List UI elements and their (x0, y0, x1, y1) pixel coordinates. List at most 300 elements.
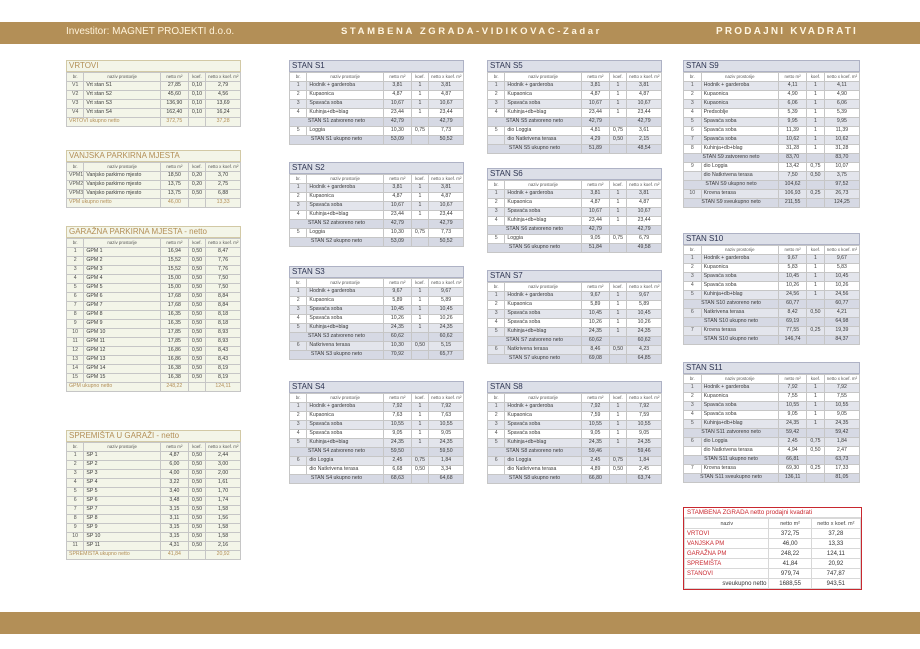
cell-naziv: Kuhinja+db+blag (505, 328, 582, 337)
cell-netto: 106,93 (779, 190, 807, 199)
cell-naziv: Kupaonica (505, 301, 582, 310)
subtotal-row (67, 199, 241, 208)
block-title: STAN S1 (289, 60, 464, 72)
cell-koef: 0,10 (188, 109, 205, 118)
table-row (488, 430, 662, 439)
subtotal-value: 59,50 (383, 448, 411, 457)
subtotal-value (807, 181, 825, 190)
summary-label: GARAŽNA PM (685, 549, 769, 559)
cell-naziv: Kupaonica (307, 193, 384, 202)
cell-naziv: Kuhinja+db+blag (701, 145, 778, 154)
cell-netto: 69,30 (779, 465, 807, 474)
cell-br: 3 (290, 421, 307, 430)
cell-koef: 1 (411, 211, 428, 220)
subtotal-label: STAN S4 zatvoreno neto (290, 448, 384, 457)
cell-koef: 0,50 (188, 506, 205, 515)
subtotal-value (411, 118, 428, 127)
cell-naziv: GPM 9 (84, 320, 161, 329)
table-row (290, 342, 464, 351)
cell-netto: 3,81 (383, 184, 411, 193)
cell-nk: 1,61 (206, 479, 241, 488)
subtotal-label: STAN S3 ukupno neto (290, 351, 384, 360)
table-header (67, 73, 241, 82)
cell-netto: 3,22 (160, 479, 188, 488)
table-row (488, 319, 662, 328)
cell-koef: 0,75 (609, 457, 626, 466)
subtotal-value: 13,33 (206, 199, 241, 208)
cell-netto: 10,62 (779, 136, 807, 145)
cell-br: 1 (488, 82, 505, 91)
table-row (290, 202, 464, 211)
cell-br: 1 (290, 403, 307, 412)
cell-netto: 4,11 (779, 82, 807, 91)
cell-nk: 3,61 (627, 127, 662, 136)
cell-netto: 10,26 (779, 282, 807, 291)
cell-netto: 23,44 (581, 217, 609, 226)
table-row (290, 211, 464, 220)
cell-koef: 1 (609, 301, 626, 310)
cell-br: 2 (290, 297, 307, 306)
cell-naziv: SP 4 (84, 479, 161, 488)
header-nk: netto x koef. m² (429, 175, 464, 184)
cell-netto: 5,89 (581, 301, 609, 310)
table-row (67, 266, 241, 275)
header-br: br. (290, 73, 307, 82)
summary-row (685, 539, 861, 549)
cell-nk: 8,84 (206, 302, 241, 311)
cell-koef: 0,75 (609, 235, 626, 244)
subtotal-value (807, 318, 825, 327)
table-row (67, 524, 241, 533)
header-netto: netto m² (383, 394, 411, 403)
cell-naziv: Hodnik + garderoba (307, 184, 384, 193)
subtotal-label: STAN S2 zatvoreno neto (290, 220, 384, 229)
cell-nk: 1,84 (627, 457, 662, 466)
cell-netto: 10,30 (383, 127, 411, 136)
cell-nk: 3,81 (627, 190, 662, 199)
summary-row (685, 569, 861, 579)
cell-br: 5 (488, 127, 505, 136)
cell-netto: 16,38 (160, 374, 188, 383)
subtotal-value: 124,25 (824, 199, 859, 208)
cell-br: 3 (67, 266, 84, 275)
cell-br: 9 (67, 320, 84, 329)
cell-koef: 0,50 (188, 293, 205, 302)
table-row (67, 311, 241, 320)
cell-naziv: Vanjsko parkirno mjesto (84, 181, 161, 190)
cell-naziv: GPM 6 (84, 293, 161, 302)
subtotal-value: 60,77 (824, 300, 859, 309)
table-row (488, 109, 662, 118)
subtotal-value (188, 383, 205, 392)
cell-koef: 1 (411, 324, 428, 333)
cell-netto: 5,83 (779, 264, 807, 273)
header-naziv: naziv prostorije (84, 163, 161, 172)
cell-br: 3 (488, 208, 505, 217)
cell-koef: 0,50 (807, 309, 825, 318)
subtotal-value: 124,11 (206, 383, 241, 392)
table-row (488, 82, 662, 91)
header-naziv: naziv prostorije (84, 239, 161, 248)
cell-nk: 8,84 (206, 293, 241, 302)
cell-naziv: Kuhinja+db+blag (505, 109, 582, 118)
cell-br: VPM2 (67, 181, 84, 190)
cell-br: 2 (488, 412, 505, 421)
cell-nk: 1,84 (429, 457, 464, 466)
cell-koef: 1 (807, 82, 825, 91)
subtotal-value: 51,89 (581, 145, 609, 154)
cell-netto: 7,63 (383, 412, 411, 421)
total-row (290, 238, 464, 247)
header-netto: netto m² (779, 246, 807, 255)
header-nk: netto x koef. m² (627, 283, 662, 292)
cell-koef: 1 (411, 430, 428, 439)
table-row (488, 217, 662, 226)
subtotal-label: STAN S2 ukupno neto (290, 238, 384, 247)
cell-nk: 7,92 (627, 403, 662, 412)
block-title: SPREMIŠTA U GARAŽI - netto (66, 430, 241, 442)
cell-netto: 16,94 (160, 248, 188, 257)
cell-br: 4 (290, 315, 307, 324)
cell-naziv: GPM 14 (84, 365, 161, 374)
header-netto: netto m² (581, 394, 609, 403)
table-row (290, 324, 464, 333)
cell-br: 2 (67, 257, 84, 266)
cell-netto: 16,35 (160, 311, 188, 320)
table-header (684, 246, 860, 255)
table-row (290, 127, 464, 136)
table-row (67, 293, 241, 302)
cell-netto: 10,67 (581, 100, 609, 109)
header-netto: netto m² (160, 239, 188, 248)
cell-koef: 1 (609, 403, 626, 412)
summary-label: SPREMIŠTA (685, 559, 769, 569)
cell-naziv: Spavaća soba (701, 273, 778, 282)
cell-nk: 4,87 (627, 199, 662, 208)
cell-nk: 4,23 (627, 346, 662, 355)
cell-netto: 3,81 (383, 82, 411, 91)
table-row (488, 310, 662, 319)
cell-koef: 0,25 (807, 465, 825, 474)
table-header (290, 279, 464, 288)
cell-br: 3 (67, 470, 84, 479)
table-row (684, 82, 860, 91)
cell-netto: 7,92 (581, 403, 609, 412)
table-row (684, 100, 860, 109)
cell-nk: 9,67 (627, 292, 662, 301)
cell-nk: 3,81 (627, 82, 662, 91)
subtotal-value: 42,79 (581, 118, 609, 127)
cell-nk: 4,87 (627, 91, 662, 100)
cell-netto: 4,87 (581, 91, 609, 100)
cell-naziv: Kupaonica (701, 393, 778, 402)
subtotal-value: 84,37 (824, 336, 859, 345)
cell-br: 10 (67, 329, 84, 338)
table-row (488, 190, 662, 199)
table-row (684, 438, 860, 447)
subtotal-value: 50,52 (429, 238, 464, 247)
cell-koef: 1 (609, 439, 626, 448)
cell-nk: 1,56 (206, 515, 241, 524)
header-naziv: naziv prostorije (505, 73, 582, 82)
cell-nk: 8,93 (206, 338, 241, 347)
subtotal-label: STAN S10 ukupno neto (684, 336, 779, 345)
header-br: br. (290, 279, 307, 288)
cell-koef: 1 (411, 193, 428, 202)
cell-nk: 1,84 (824, 438, 859, 447)
subtotal-value (411, 333, 428, 342)
cell-br: 2 (488, 199, 505, 208)
cell-naziv: Hodnik + garderoba (307, 403, 384, 412)
cell-br (290, 466, 307, 475)
table-row (67, 506, 241, 515)
cell-koef: 1 (411, 421, 428, 430)
cell-koef: 0,50 (188, 497, 205, 506)
cell-koef: 1 (807, 273, 825, 282)
summary-total-label: sveukupno netto (685, 579, 769, 589)
header-koef: koef. (807, 73, 825, 82)
cell-nk: 4,21 (824, 309, 859, 318)
subtotal-value: 64,98 (824, 318, 859, 327)
total-row (488, 244, 662, 253)
cell-naziv: SP 2 (84, 461, 161, 470)
subtotal-value: 248,22 (160, 383, 188, 392)
cell-koef: 1 (411, 91, 428, 100)
cell-koef: 0,50 (188, 533, 205, 542)
cell-nk: 8,19 (206, 365, 241, 374)
cell-naziv: Spavaća soba (701, 282, 778, 291)
subtotal-value: 136,11 (779, 474, 807, 483)
cell-nk: 23,44 (627, 217, 662, 226)
cell-br: 5 (67, 284, 84, 293)
cell-nk: 10,62 (824, 136, 859, 145)
subtotal-row (684, 318, 860, 327)
cell-koef: 1 (609, 319, 626, 328)
subtotal-row (684, 181, 860, 190)
table-block (487, 270, 662, 364)
cell-br: 7 (684, 327, 702, 336)
cell-naziv: GPM 1 (84, 248, 161, 257)
cell-naziv: Kuhinja+db+blag (505, 217, 582, 226)
cell-br: 6 (290, 457, 307, 466)
cell-nk: 10,55 (627, 421, 662, 430)
summary-label: VRTOVI (685, 529, 769, 539)
cell-koef: 0,50 (188, 311, 205, 320)
cell-nk: 9,05 (429, 430, 464, 439)
cell-koef: 0,50 (188, 488, 205, 497)
table-row (290, 193, 464, 202)
cell-nk: 7,50 (206, 275, 241, 284)
cell-koef: 0,50 (188, 515, 205, 524)
table-row (290, 306, 464, 315)
cell-naziv: Spavaća soba (701, 411, 778, 420)
header-koef: koef. (411, 279, 428, 288)
cell-netto: 10,30 (383, 229, 411, 238)
header-naziv: naziv prostorije (701, 73, 778, 82)
cell-nk: 24,56 (824, 291, 859, 300)
header-netto: netto m² (160, 443, 188, 452)
cell-br: 2 (684, 393, 702, 402)
header-nk: netto x koef. m² (206, 239, 241, 248)
table-row (488, 127, 662, 136)
header-nk: netto x koef. m² (627, 73, 662, 82)
cell-netto: 17,68 (160, 293, 188, 302)
cell-br: 15 (67, 374, 84, 383)
cell-br: 7 (684, 136, 702, 145)
cell-br: V2 (67, 91, 84, 100)
header-naziv: naziv prostorije (505, 394, 582, 403)
table-row (67, 284, 241, 293)
summary-row (685, 529, 861, 539)
cell-br: 4 (488, 217, 505, 226)
table-row (488, 346, 662, 355)
cell-netto: 24,56 (779, 291, 807, 300)
cell-br (488, 136, 505, 145)
cell-naziv: Spavaća soba (701, 402, 778, 411)
investor-label: Investitor: MAGNET PROJEKTI d.o.o. (66, 26, 235, 37)
table-row (488, 235, 662, 244)
cell-naziv: Vanjsko parkirno mjesto (84, 172, 161, 181)
table-row (290, 109, 464, 118)
cell-koef: 0,50 (609, 466, 626, 475)
cell-naziv: Spavaća soba (307, 430, 384, 439)
cell-naziv: Kuhinja+db+blag (307, 439, 384, 448)
cell-koef: 1 (609, 430, 626, 439)
table-row (67, 248, 241, 257)
cell-nk: 10,67 (429, 100, 464, 109)
table-row (67, 515, 241, 524)
cell-br: 6 (684, 309, 702, 318)
cell-nk: 8,18 (206, 320, 241, 329)
cell-naziv: Hodnik + garderoba (505, 292, 582, 301)
subtotal-value: 64,68 (429, 475, 464, 484)
cell-naziv: Kupaonica (307, 297, 384, 306)
table-row (290, 412, 464, 421)
cell-naziv: Spavaća soba (505, 310, 582, 319)
cell-netto: 15,00 (160, 275, 188, 284)
cell-netto: 7,50 (779, 172, 807, 181)
cell-nk: 9,67 (824, 255, 859, 264)
cell-nk: 6,79 (627, 235, 662, 244)
table-row (684, 282, 860, 291)
header-netto: netto m² (160, 163, 188, 172)
cell-naziv: SP 11 (84, 542, 161, 551)
header-br: br. (488, 283, 505, 292)
cell-netto: 24,35 (581, 328, 609, 337)
cell-koef: 0,50 (188, 524, 205, 533)
cell-br: 2 (488, 301, 505, 310)
cell-nk: 16,24 (206, 109, 241, 118)
subtotal-value: 59,46 (627, 448, 662, 457)
table-row (67, 461, 241, 470)
cell-netto: 3,40 (160, 488, 188, 497)
header-br: br. (488, 394, 505, 403)
table-row (290, 288, 464, 297)
cell-nk: 5,15 (429, 342, 464, 351)
cell-br (684, 172, 702, 181)
subtotal-value (807, 456, 825, 465)
table-row (684, 393, 860, 402)
section-title: PRODAJNI KVADRATI (716, 26, 859, 37)
cell-koef: 0,50 (609, 136, 626, 145)
cell-nk: 8,47 (206, 248, 241, 257)
cell-br: 5 (488, 439, 505, 448)
cell-netto: 23,44 (383, 211, 411, 220)
cell-nk: 2,47 (824, 447, 859, 456)
total-row (290, 351, 464, 360)
cell-naziv: Spavaća soba (701, 118, 778, 127)
cell-nk: 11,39 (824, 127, 859, 136)
cell-br: 1 (488, 403, 505, 412)
subtotal-value (411, 448, 428, 457)
cell-koef: 1 (609, 412, 626, 421)
subtotal-value (807, 336, 825, 345)
subtotal-row (684, 456, 860, 465)
cell-naziv: Kuhinja+db+blag (307, 211, 384, 220)
cell-koef: 0,50 (188, 470, 205, 479)
cell-netto: 4,81 (581, 127, 609, 136)
cell-naziv: Hodnik + garderoba (307, 288, 384, 297)
header-naziv: naziv prostorije (307, 175, 384, 184)
cell-koef: 0,10 (188, 82, 205, 91)
cell-naziv: Spavaća soba (701, 127, 778, 136)
header-nk: netto x koef. m² (429, 394, 464, 403)
subtotal-label: STAN S11 ukupno neto (684, 456, 779, 465)
document-title: STAMBENA ZGRADA-VIDIKOVAC-Zadar (341, 26, 602, 37)
cell-netto: 3,48 (160, 497, 188, 506)
cell-netto: 13,42 (779, 163, 807, 172)
summary-nk: 37,28 (811, 529, 860, 539)
table-block (66, 430, 241, 560)
subtotal-value: 59,42 (779, 429, 807, 438)
cell-br: 4 (488, 109, 505, 118)
cell-br: 8 (684, 145, 702, 154)
summary-title: STAMBENA ZGRADA netto prodajni kvadrati (684, 508, 861, 518)
cell-nk: 26,73 (824, 190, 859, 199)
cell-br: 10 (684, 190, 702, 199)
cell-naziv: Natkrivena terasa (701, 309, 778, 318)
cell-naziv: Vanjsko parkirno mjesto (84, 190, 161, 199)
table-header (67, 163, 241, 172)
cell-koef: 1 (411, 439, 428, 448)
table-row (290, 184, 464, 193)
cell-br: 5 (67, 488, 84, 497)
cell-naziv: Hodnik + garderoba (307, 82, 384, 91)
cell-naziv: GPM 10 (84, 329, 161, 338)
cell-nk: 4,87 (429, 91, 464, 100)
cell-naziv: Loggia (307, 229, 384, 238)
summary-nk: 747,87 (811, 569, 860, 579)
cell-netto: 9,05 (581, 235, 609, 244)
cell-br: 7 (67, 506, 84, 515)
cell-br: 3 (684, 273, 702, 282)
cell-naziv: Vrt stan S3 (84, 100, 161, 109)
header-br: br. (290, 175, 307, 184)
cell-nk: 10,07 (824, 163, 859, 172)
header-nk: netto x koef. m² (627, 181, 662, 190)
table-block (683, 60, 860, 208)
cell-nk: 19,39 (824, 327, 859, 336)
header-nk: netto x koef. m² (206, 163, 241, 172)
cell-netto: 7,92 (383, 403, 411, 412)
table-block (487, 381, 662, 484)
subtotal-value (609, 355, 626, 364)
subtotal-label: STAN S5 zatvoreno neto (488, 118, 582, 127)
subtotal-value: 104,62 (779, 181, 807, 190)
block-title: STAN S5 (487, 60, 662, 72)
summary-nk: 124,11 (811, 549, 860, 559)
cell-koef: 1 (609, 292, 626, 301)
